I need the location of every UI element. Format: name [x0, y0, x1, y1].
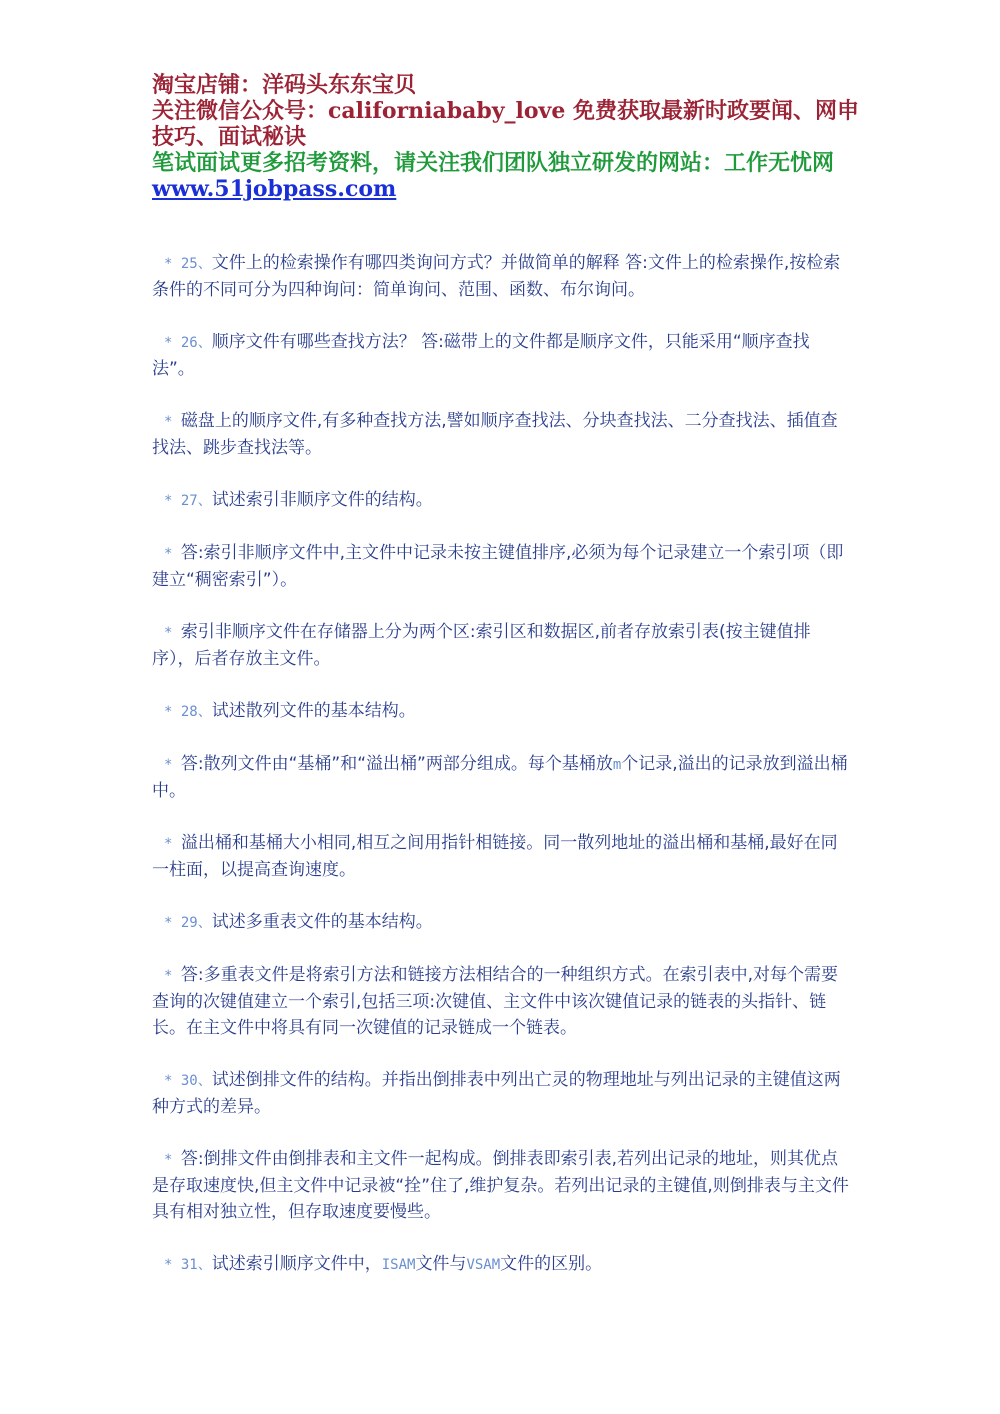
paragraph-prefix: * 29、	[164, 915, 212, 931]
paragraph-text: 答:多重表文件是将索引方法和链接方法相结合的一种组织方式。在索引表中,对每个需要查询的次键值建立一个索引,包括三项:次键值、主文件中该次键值记录的链表的头指针、链长。在主文件中将具有同一次键值的记录链成一个链表。	[152, 965, 838, 1038]
paragraph-text: 顺序文件有哪些查找方法？ 答:磁带上的文件都是顺序文件，只能采用“顺序查找法”。	[152, 332, 810, 379]
paragraph-prefix: * 25、	[164, 256, 212, 272]
website-line	[152, 150, 872, 202]
paragraph-prefix: * 26、	[164, 335, 212, 351]
paragraph-text: 答:索引非顺序文件中,主文件中记录未按主键值排序,必须为每个记录建立一个索引项（即建立“稠密索引”）。	[152, 543, 844, 590]
paragraph-prefix: *	[164, 625, 181, 641]
paragraph-q26-disk	[152, 408, 852, 461]
paragraph-prefix: * 30、	[164, 1073, 212, 1089]
paragraph-text: 答:倒排文件由倒排表和主文件一起构成。倒排表即索引表,若列出记录的地址，则其优点是存取速度快,但主文件中记录被“拴”住了,维护复杂。若列出记录的主键值,则倒排表与主文件具有相对独立性，但存取速度要慢些。	[152, 1149, 849, 1222]
paragraph-mono: VSAM	[466, 1257, 501, 1273]
paragraph-text: 答:散列文件由“基桶”和“溢出桶”两部分组成。每个基桶放	[180, 754, 613, 774]
paragraph-text: 试述索引顺序文件中，	[211, 1254, 382, 1274]
paragraph-prefix: * 31、	[164, 1257, 212, 1273]
paragraph-q26	[152, 329, 852, 382]
paragraph-text: 试述散列文件的基本结构。	[211, 701, 416, 721]
paragraph-q27	[152, 487, 852, 514]
paragraph-q29-answer	[152, 962, 852, 1041]
shop-line: 淘宝店铺：洋码头东东宝贝	[152, 72, 417, 98]
paragraph-text: 文件的区别。	[500, 1254, 603, 1274]
paragraph-prefix: * 28、	[164, 704, 212, 720]
header-block	[152, 72, 872, 202]
paragraph-text: 溢出桶和基桶大小相同,相互之间用指针相链接。同一散列地址的溢出桶和基桶,最好在同一柱面，以提高查询速度。	[152, 833, 838, 880]
paragraph-text: 试述多重表文件的基本结构。	[211, 912, 433, 932]
paragraph-q25	[152, 250, 852, 303]
paragraph-text: 试述倒排文件的结构。并指出倒排表中列出亡灵的物理地址与列出记录的主键值这两种方式的差异。	[152, 1070, 841, 1117]
paragraph-q27-answer	[152, 540, 852, 593]
paragraph-q29	[152, 909, 852, 936]
paragraph-prefix: *	[164, 836, 181, 852]
paragraph-q28	[152, 698, 852, 725]
paragraph-q27-storage	[152, 619, 852, 672]
paragraph-text: 文件与	[415, 1254, 467, 1274]
paragraph-prefix: *	[164, 1152, 181, 1168]
paragraph-q31	[152, 1251, 852, 1278]
paragraph-text: 个记录,溢出的记录放到溢出桶中。	[152, 754, 848, 801]
paragraph-prefix: * 27、	[164, 493, 212, 509]
paragraph-text: 磁盘上的顺序文件,有多种查找方法,譬如顺序查找法、分块查找法、二分查找法、插值查找法、跳步查找法等。	[152, 411, 838, 458]
paragraph-q28-answer	[152, 751, 852, 804]
paragraph-prefix: *	[164, 546, 181, 562]
qa-content	[152, 250, 852, 1304]
paragraph-q30-answer	[152, 1146, 852, 1225]
paragraph-text: 试述索引非顺序文件的结构。	[211, 490, 433, 510]
website-text: 笔试面试更多招考资料，请关注我们团队独立研发的网站：工作无忧网	[152, 150, 835, 176]
paragraph-text: 索引非顺序文件在存储器上分为两个区:索引区和数据区,前者存放索引表(按主键值排序），后者存放主文件。	[152, 622, 811, 669]
paragraph-prefix: *	[164, 757, 181, 773]
wechat-line: 关注微信公众号：californiababy_love 免费获取最新时政要闻、网申技巧、面试秘诀	[152, 98, 859, 150]
paragraph-mono: m	[612, 757, 622, 773]
paragraph-q30	[152, 1067, 852, 1120]
paragraph-text: 文件上的检索操作有哪四类询问方式？并做简单的解释 答:文件上的检索操作,按检索条件的不同可分为四种询问：简单询问、范围、函数、布尔询问。	[152, 253, 841, 300]
website-link[interactable]: www.51jobpass.com	[152, 176, 397, 202]
paragraph-prefix: *	[164, 968, 181, 984]
paragraph-q28-overflow	[152, 830, 852, 883]
paragraph-prefix: *	[164, 414, 181, 430]
paragraph-mono: ISAM	[381, 1257, 416, 1273]
